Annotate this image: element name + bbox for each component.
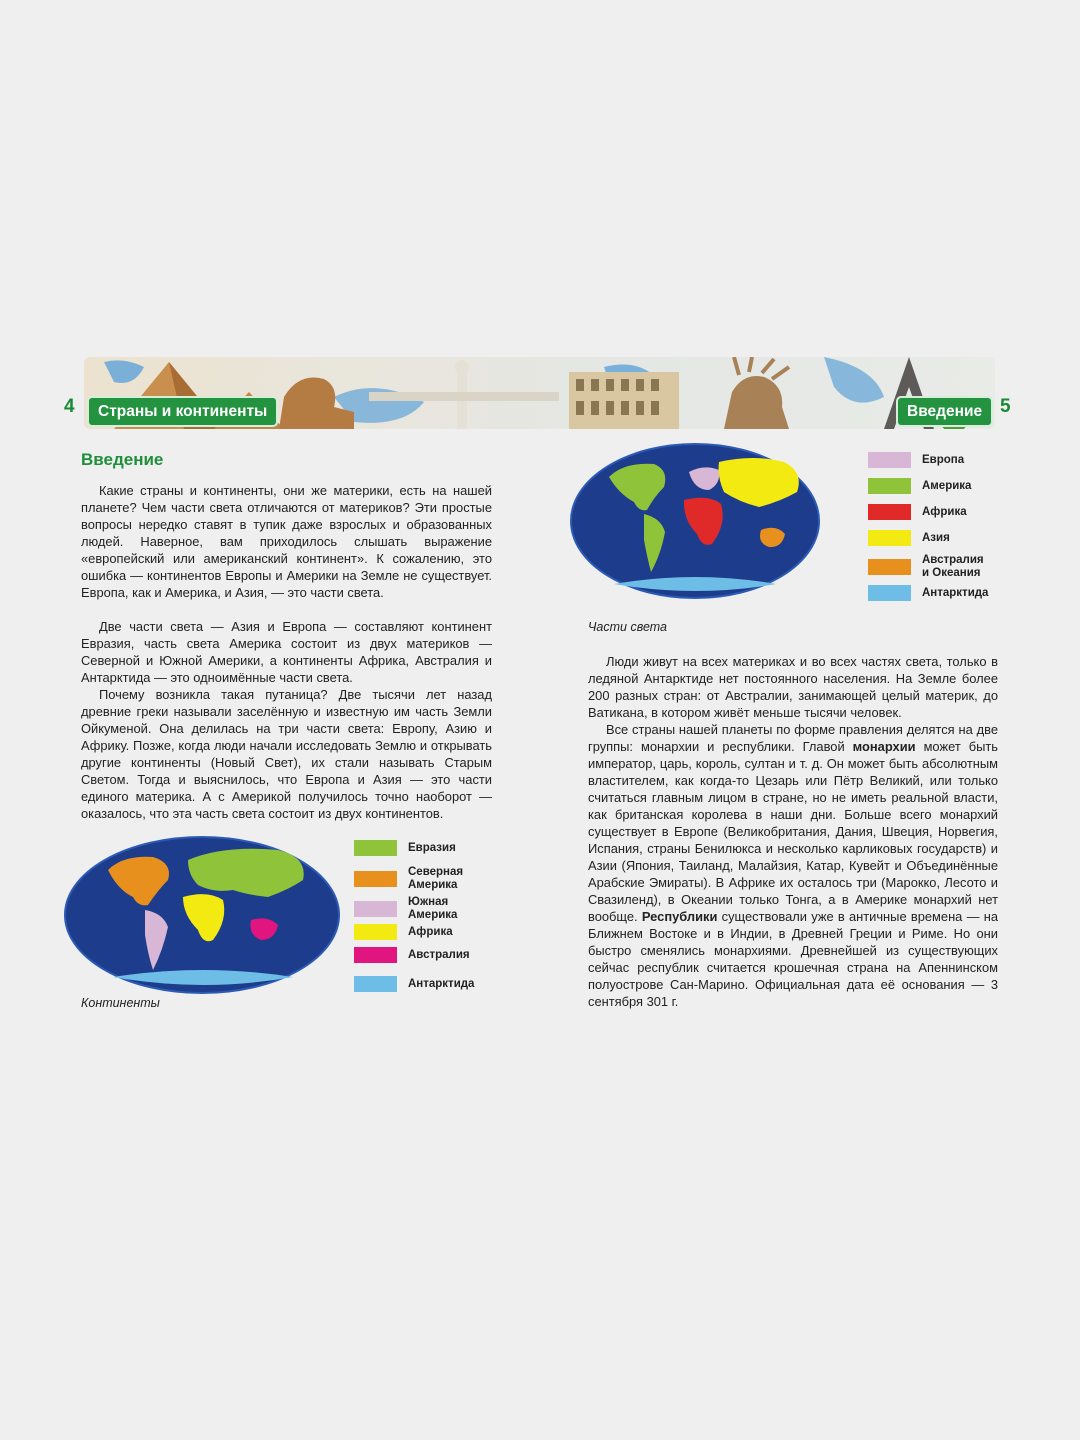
legend-item: [868, 478, 971, 494]
legend-label: Африка: [408, 925, 453, 938]
legend-item: [354, 924, 453, 940]
section-tag-left: Страны и континенты: [87, 396, 278, 427]
paragraph: Какие страны и континенты, они же материки, есть на нашей планете? Чем части света отличаются от материков? Эти простые вопросы нередко ставят в тупик даже взрослых и образованных людей. Наверное, вам приходилось слышать выражение «европейский или американский континент». К сожалению, это ошибка — континентов Европы и Америки на Земле не существует. Европа, как и Америка, и Азия, — это части света.: [81, 483, 492, 600]
article-heading: Введение: [81, 450, 164, 469]
paragraph: Две части света — Азия и Европа — составляют континент Евразия, часть света Америка состоит из двух материков — Северной и Южной Америки, а континенты Африка, Австралия и Антарктида — это одноимённые части света.: [81, 619, 492, 685]
page-number-right: 5: [1000, 396, 1011, 417]
paragraph: [588, 721, 998, 1010]
parts-of-world-map: [569, 442, 821, 600]
legend-swatch: [868, 478, 911, 494]
text-run: существовали уже в античные времена — на Ближнем Востоке и в Индии, в Древней Греции и Риме. Но они быстро сменялись монархиями. Древнейшей из существующих сейчас республик считается крошечная страна на Апеннинском полуострове Сан-Марино. Официальная дата её основания — 3 сентября 301 г.: [588, 909, 999, 1009]
legend-label: Америка: [922, 479, 972, 492]
legend-swatch: [868, 504, 911, 520]
term-republics: Республики: [641, 909, 718, 924]
legend-item: [354, 866, 463, 892]
legend-item: [868, 530, 950, 546]
legend-label: Северная Америка: [408, 866, 464, 891]
legend-swatch: [868, 559, 911, 575]
text-run: может быть император, царь, король, султан и т. д. Он может быть абсолютным властителем, как когда-то Цезарь или Пётр Великий, или только считаться главным лицом в стране, но не иметь реальной власти, как британская королева в наши дни. Больше всего монархий существует в Европе (Великобритания, Дания, Швеция, Норвегия, Испания, страны Бенилюкса и несколько карликовых государств) и Азии (Япония, Таиланд, Малайзия, Катар, Кувейт и Объединённые Арабские Эмираты). В Африке их осталось три (Марокко, Лесото и Свазиленд), в Океании только Тонга, а в Америке монархий нет вообще.: [588, 739, 998, 924]
legend-item: [354, 896, 457, 922]
section-tag-right: Введение: [896, 396, 993, 427]
legend-swatch: [868, 530, 911, 546]
legend-item: [868, 554, 984, 580]
page-number-left: 4: [64, 396, 75, 417]
legend-label: Южная Америка: [408, 896, 458, 921]
legend-label: Австралия и Океания: [922, 554, 984, 579]
legend-item: [868, 504, 967, 520]
legend-item: [868, 452, 964, 468]
legend-label: Африка: [922, 505, 967, 518]
legend-swatch: [354, 901, 397, 917]
term-monarchy: монархии: [852, 739, 916, 754]
paragraph: Почему возникла такая путаница? Две тысячи лет назад древние греки называли заселённую и известную им часть Земли Ойкуменой. Она делилась на три части света: Европу, Азию и Африку. Позже, когда люди начали исследовать Землю и открывать другие континенты (Новый Свет), их стали называть Старым Светом. Тогда и выяснилось, что Европа и Азия — это части единого материка. А с Америкой получилось точно наоборот — оказалось, что эта часть света состоит из двух континентов.: [81, 687, 492, 821]
legend-label: Азия: [922, 531, 950, 544]
legend-item: [868, 585, 988, 601]
continents-caption: Континенты: [81, 996, 160, 1010]
legend-label: Европа: [922, 453, 965, 466]
legend-swatch: [354, 947, 397, 963]
text-run: Все страны нашей планеты по форме правления делятся на две группы: монархии и республики. Главой: [588, 722, 998, 754]
legend-label: Австралия: [408, 948, 470, 961]
legend-label: Антарктида: [922, 586, 989, 599]
legend-swatch: [354, 871, 397, 887]
legend-item: [354, 840, 456, 856]
left-column-text: [81, 482, 492, 822]
legend-label: Антарктида: [408, 977, 475, 990]
legend-swatch: [354, 840, 397, 856]
legend-swatch: [354, 976, 397, 992]
legend-swatch: [354, 924, 397, 940]
legend-item: [354, 947, 470, 963]
paragraph: Люди живут на всех материках и во всех частях света, только в ледяной Антарктиде нет постоянного населения. На Земле более 200 разных стран: от Австралии, занимающей целый материк, до Ватикана, в котором живёт меньше тысячи человек.: [588, 654, 998, 720]
right-column-text: [588, 653, 998, 1010]
legend-label: Евразия: [408, 841, 456, 854]
legend-item: [354, 976, 474, 992]
legend-swatch: [868, 452, 911, 468]
continents-map: [63, 835, 341, 995]
parts-caption: Части света: [588, 620, 667, 634]
legend-swatch: [868, 585, 911, 601]
